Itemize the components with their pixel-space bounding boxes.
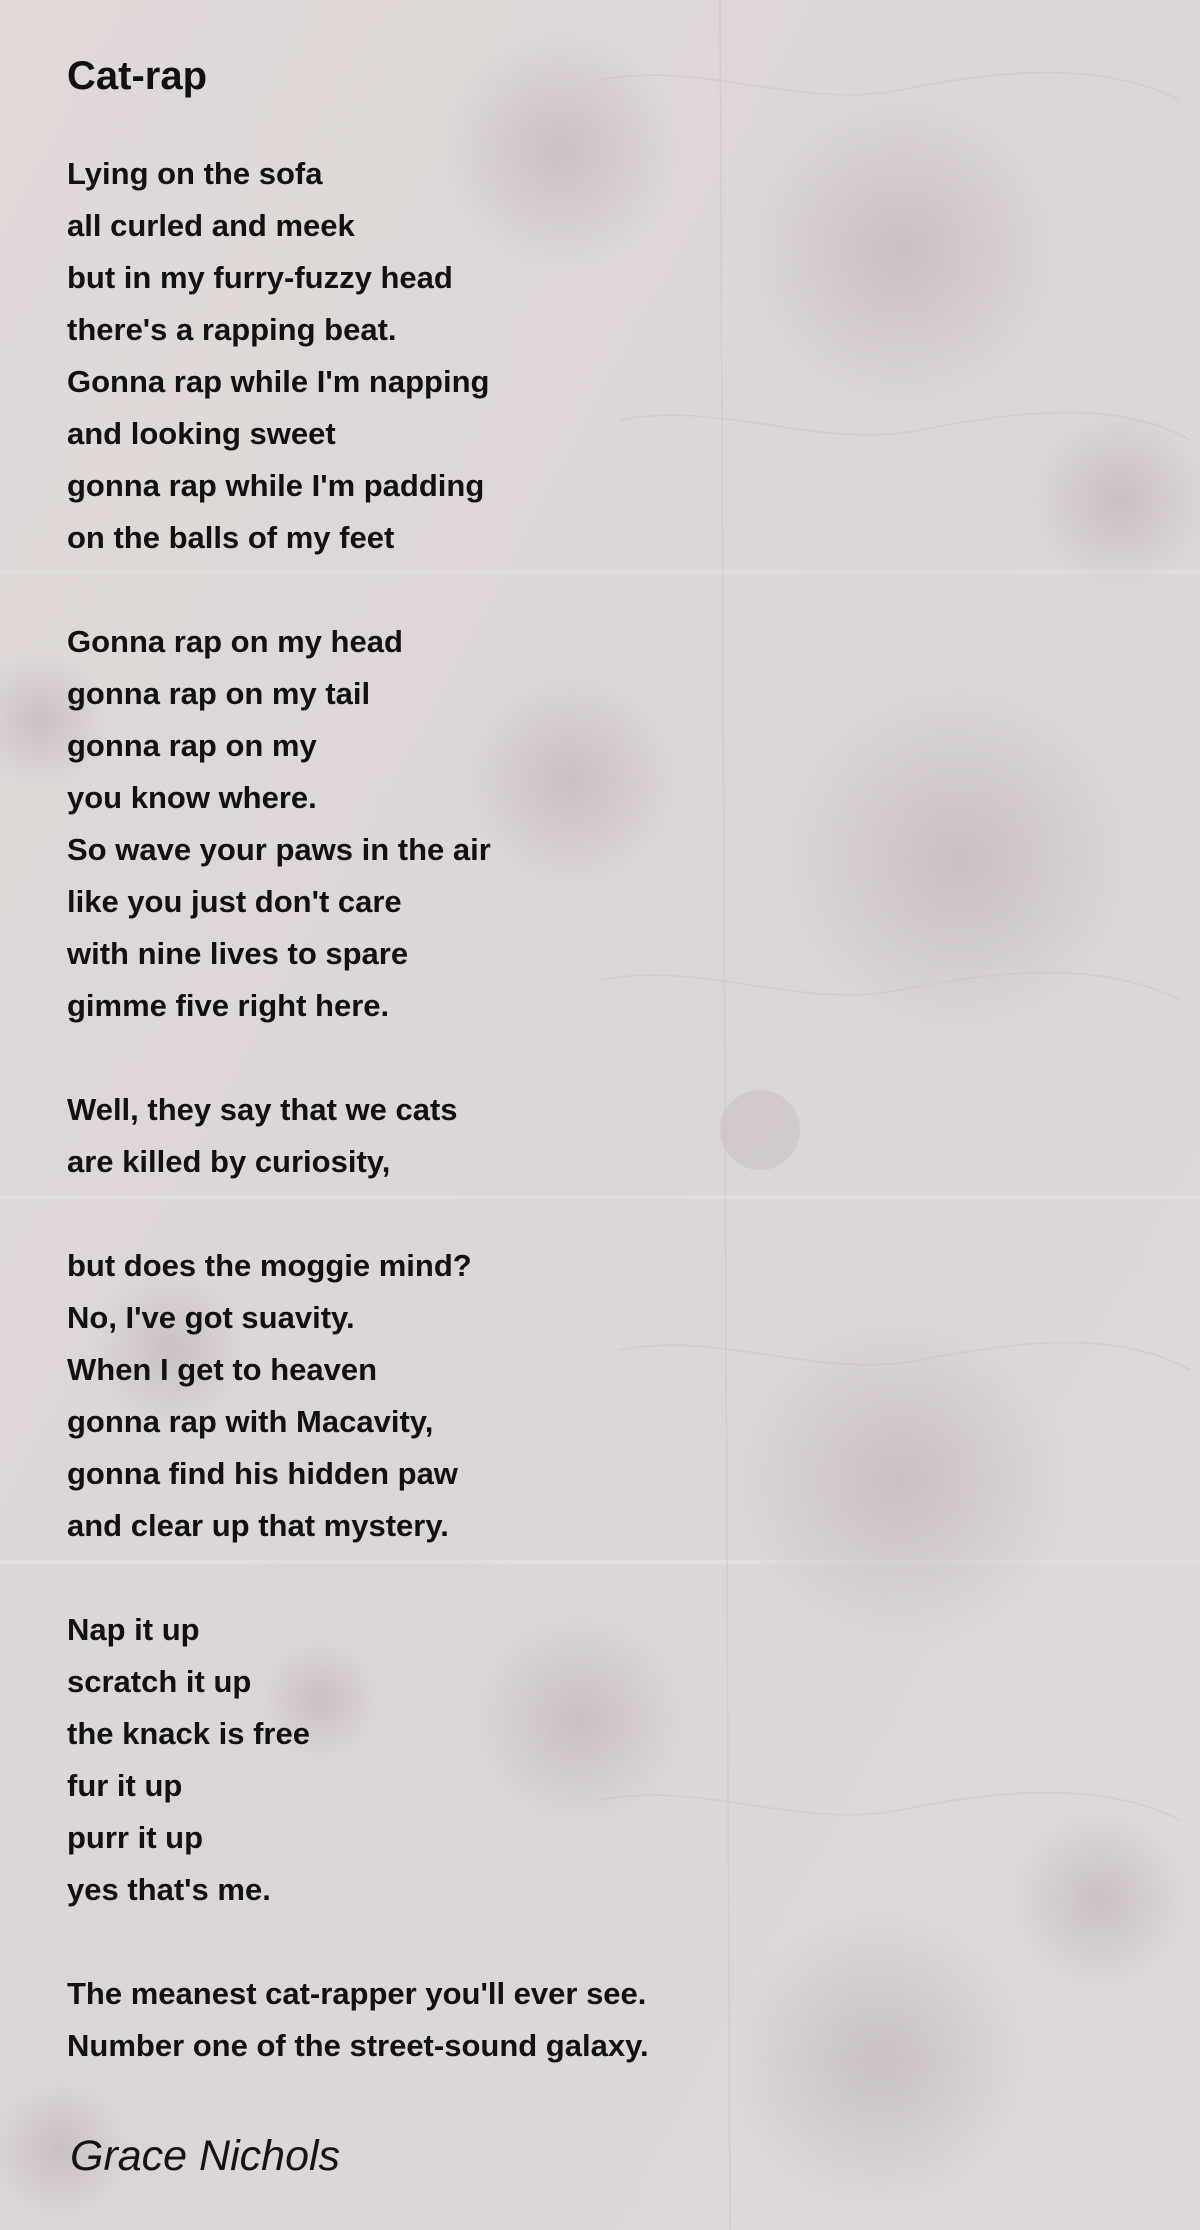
poem-line: No, I've got suavity. [67, 1300, 355, 1335]
poem-line: with nine lives to spare [67, 936, 409, 971]
poem-line: When I get to heaven [67, 1352, 378, 1387]
stanza-gap [67, 1552, 1147, 1604]
poem-author: Grace Nichols [70, 2132, 341, 2180]
poem-line: Lying on the sofa [67, 156, 323, 191]
poem-line: like you just don't care [67, 884, 402, 919]
poem-line: there's a rapping beat. [67, 312, 397, 347]
poem-line: purr it up [67, 1820, 204, 1855]
poem-line: gonna find his hidden paw [67, 1456, 458, 1491]
poem-line: but in my furry-fuzzy head [67, 260, 453, 295]
poem-line: gonna rap on my [67, 728, 317, 763]
stanza-gap [67, 564, 1147, 616]
poem-line: Gonna rap on my head [67, 624, 403, 659]
poem-line: gimme five right here. [67, 988, 390, 1023]
poem-line: gonna rap while I'm padding [67, 468, 485, 503]
poem-line: and looking sweet [67, 416, 336, 451]
poem-line: all curled and meek [67, 208, 355, 243]
poem-line: Number one of the street-sound galaxy. [67, 2028, 649, 2063]
poem-line: Nap it up [67, 1612, 200, 1647]
poem-line: gonna rap with Macavity, [67, 1404, 434, 1439]
poem-body [67, 148, 1147, 2072]
poem-stanza [67, 148, 1147, 564]
poem-stanza [67, 1604, 1147, 1916]
poem-line: yes that's me. [67, 1872, 271, 1907]
stanza-gap [67, 1032, 1147, 1084]
poem-line: scratch it up [67, 1664, 252, 1699]
poem-line: fur it up [67, 1768, 183, 1803]
stanza-gap [67, 1916, 1147, 1968]
poem-line: are killed by curiosity, [67, 1144, 391, 1179]
stanza-gap [67, 1188, 1147, 1240]
poem-stanza [67, 1968, 1147, 2072]
poem-stanza [67, 1084, 1147, 1188]
poem-line: Gonna rap while I'm napping [67, 364, 490, 399]
poem-line: The meanest cat-rapper you'll ever see. [67, 1976, 647, 2011]
poem-line: the knack is free [67, 1716, 310, 1751]
poem-line: but does the moggie mind? [67, 1248, 472, 1283]
poem-line: gonna rap on my tail [67, 676, 371, 711]
poem-line: on the balls of my feet [67, 520, 395, 555]
poem-title: Cat-rap [67, 54, 208, 98]
poem-stanza [67, 1240, 1147, 1552]
poem-line: you know where. [67, 780, 317, 815]
poem-stanza [67, 616, 1147, 1032]
poem-line: Well, they say that we cats [67, 1092, 458, 1127]
poem-line: and clear up that mystery. [67, 1508, 449, 1543]
poem-line: So wave your paws in the air [67, 832, 491, 867]
